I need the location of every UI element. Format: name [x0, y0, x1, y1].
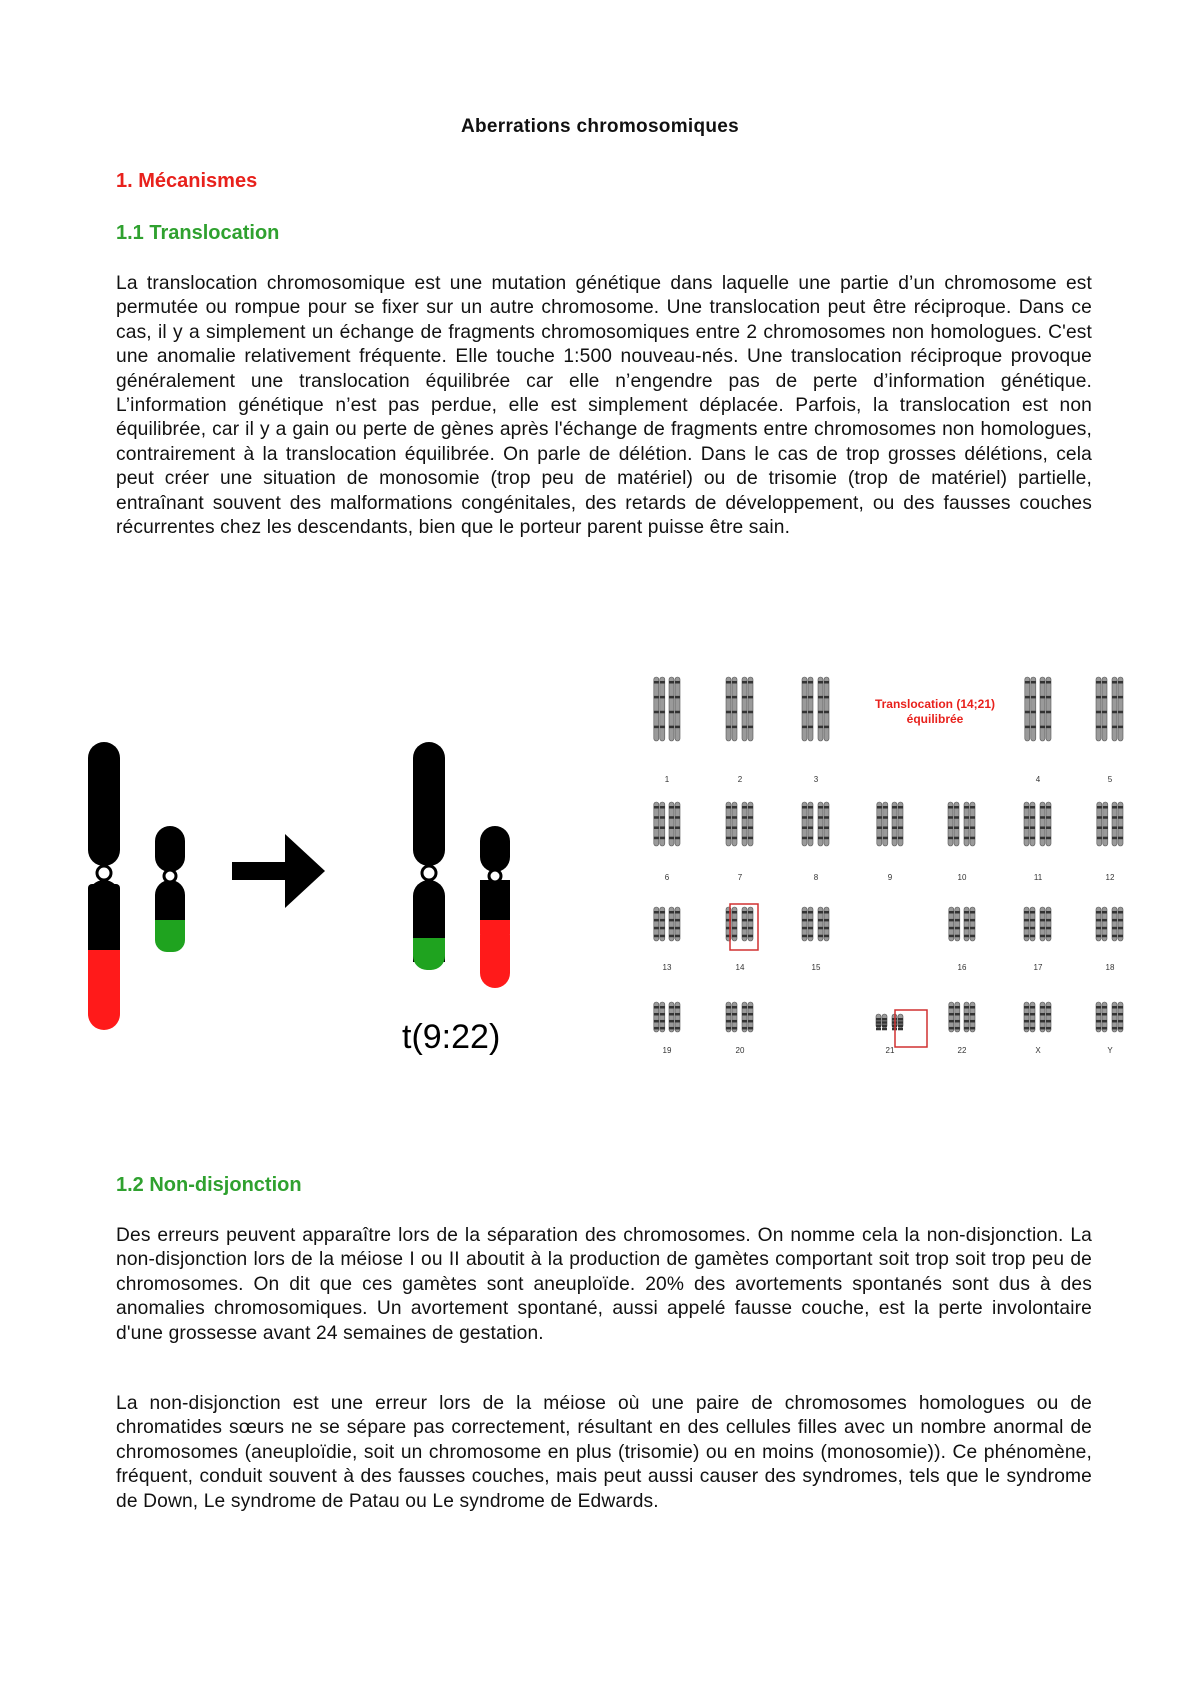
karyotype-number-label: X [1035, 1046, 1041, 1055]
karyotype-chromosome-pair [1025, 677, 1051, 741]
karyotype-chromosome-pair [802, 907, 829, 941]
karyotype-chromosome-pair [1097, 802, 1123, 846]
karyotype-number-label: 12 [1105, 873, 1115, 882]
karyotype-chromosome-pair [949, 907, 975, 941]
karyotype-chromosome-pair [1024, 907, 1051, 941]
section-heading-non-disjonction: 1.2 Non-disjonction [116, 1174, 302, 1196]
karyotype-number-label: 19 [662, 1046, 672, 1055]
karyotype-number-label: 5 [1107, 775, 1113, 784]
karyotype-number-label: 16 [957, 963, 967, 972]
karyotype-title-line1: Translocation (14;21) [874, 697, 996, 711]
document-title: Aberrations chromosomiques [460, 116, 740, 137]
karyotype-chromosome-pair [877, 802, 903, 846]
karyotype-chromosome-pair [1024, 802, 1051, 846]
karyotype-chromosome-pair [726, 802, 753, 846]
karyotype-number-label: 22 [957, 1046, 967, 1055]
karyotype-number-label: 6 [664, 873, 670, 882]
translocation-paragraph: La translocation chromosomique est une mutation génétique dans laquelle une partie d’un chromosome est permutée ou rompue pour se fixer sur un autre chromosome. Une translocation peut être réciproque. Dans ce cas, il y a simplement un échange de fragments chromosomiques entre 2 chromosomes non homologues. C'est une anomalie relativement fréquente. Elle touche 1:500 nouveau-nés. Une translocation réciproque provoque généralement une translocation équilibrée car elle n’engendre pas de perte d’information génétique. L’information génétique n’est pas perdue, elle est simplement déplacée. Parfois, la translocation est non équilibrée, car il y a gain ou perte de gènes après l'échange de fragments entre chromosomes non homologues, contrairement à la translocation équilibrée. On parle de délétion. Dans le cas de trop grosses délétions, cela peut créer une situation de monosomie (trop peu de matériel) ou de trisomie (trop de matériel) partielle, entraînant souvent des malformations congénitales, des retards de développement, ou des fausses couches récurrentes chez les descendants, bien que le porteur parent puisse être sain. [116, 273, 1092, 539]
non-disjonction-paragraph-2: La non-disjonction est une erreur lors de la méiose où une paire de chromosomes homologues ou de chromatides sœurs ne se sépare pas correctement, résultant en des cellules filles avec un nombre anormal de chromosomes (aneuploïdie, soit un chromosome en plus (trisomie) ou en moins (monosomie)). Ce phénomène, fréquent, conduit souvent à des fausses couches, mais peut aussi causer des syndromes, tels que le syndrome de Down, Le syndrome de Patau ou Le syndrome de Edwards. [116, 1393, 1092, 1512]
karyotype-chromosome-pair [802, 802, 829, 846]
karyotype-number-label: 7 [737, 873, 743, 882]
karyotype-chromosome-pair [726, 677, 753, 741]
arrow-right-icon [232, 834, 325, 908]
karyotype-chromosome-pair [802, 677, 829, 741]
translocation-label: t(9:22) [402, 1018, 501, 1056]
karyotype-number-label: 17 [1033, 963, 1043, 972]
karyotype-number-label: 9 [887, 873, 893, 882]
karyotype-chromosome-pair [1024, 1002, 1051, 1032]
karyotype-number-label: 2 [737, 775, 743, 784]
karyotype-number-label: Y [1107, 1046, 1113, 1055]
translocation-diagram [80, 730, 550, 1070]
karyotype-number-label: 14 [735, 963, 745, 972]
karyotype-number-label: 11 [1033, 873, 1043, 882]
karyotype-number-label: 20 [735, 1046, 745, 1055]
section-heading-translocation: 1.1 Translocation [116, 222, 280, 244]
karyotype-number-label: 15 [811, 963, 821, 972]
karyotype-number-label: 10 [957, 873, 967, 882]
karyotype-chromosome-pair [654, 907, 680, 941]
karyotype-figure [645, 672, 1175, 1092]
karyotype-number-label: 3 [813, 775, 819, 784]
chromosome-22-philadelphia [480, 826, 510, 988]
karyotype-chromosome-pair [1096, 1002, 1123, 1032]
karyotype-chromosome-pair [1096, 907, 1123, 941]
chromosome-22-normal [155, 826, 185, 952]
non-disjonction-paragraph-1: Des erreurs peuvent apparaître lors de la séparation des chromosomes. On nomme cela la non-disjonction. La non-disjonction lors de la méiose I ou II aboutit à la production de gamètes comportant soit trop soit trop peu de chromosomes. On dit que ces gamètes sont aneuploïde. 20% des avortements spontanés sont dus à des anomalies chromosomiques. Un avortement spontané, aussi appelé fausse couche, est la perte involontaire d'une grossesse avant 24 semaines de gestation. [116, 1225, 1092, 1344]
karyotype-chromosome-pair [949, 1002, 975, 1032]
karyotype-number-label: 18 [1105, 963, 1115, 972]
karyotype-number-label: 13 [662, 963, 672, 972]
karyotype-number-label: 1 [664, 775, 670, 784]
karyotype-title-line2: équilibrée [906, 712, 964, 726]
karyotype-number-label: 4 [1035, 775, 1041, 784]
karyotype-chromosome-pair [654, 1002, 680, 1032]
chromosome-9-normal [88, 742, 120, 1030]
karyotype-number-label: 8 [813, 873, 819, 882]
karyotype-chromosome-pair [726, 1002, 753, 1032]
karyotype-chromosome-pair [1096, 677, 1123, 741]
karyotype-chromosome-pair [948, 802, 975, 846]
section-heading-mecanismes: 1. Mécanismes [116, 170, 258, 192]
karyotype-number-label: 21 [885, 1046, 895, 1055]
karyotype-chromosome-pair [654, 802, 680, 846]
karyotype-chromosome-pair [654, 677, 680, 741]
chromosome-9-derivative [413, 742, 445, 970]
karyotype-chromosome-pair [876, 1014, 903, 1030]
